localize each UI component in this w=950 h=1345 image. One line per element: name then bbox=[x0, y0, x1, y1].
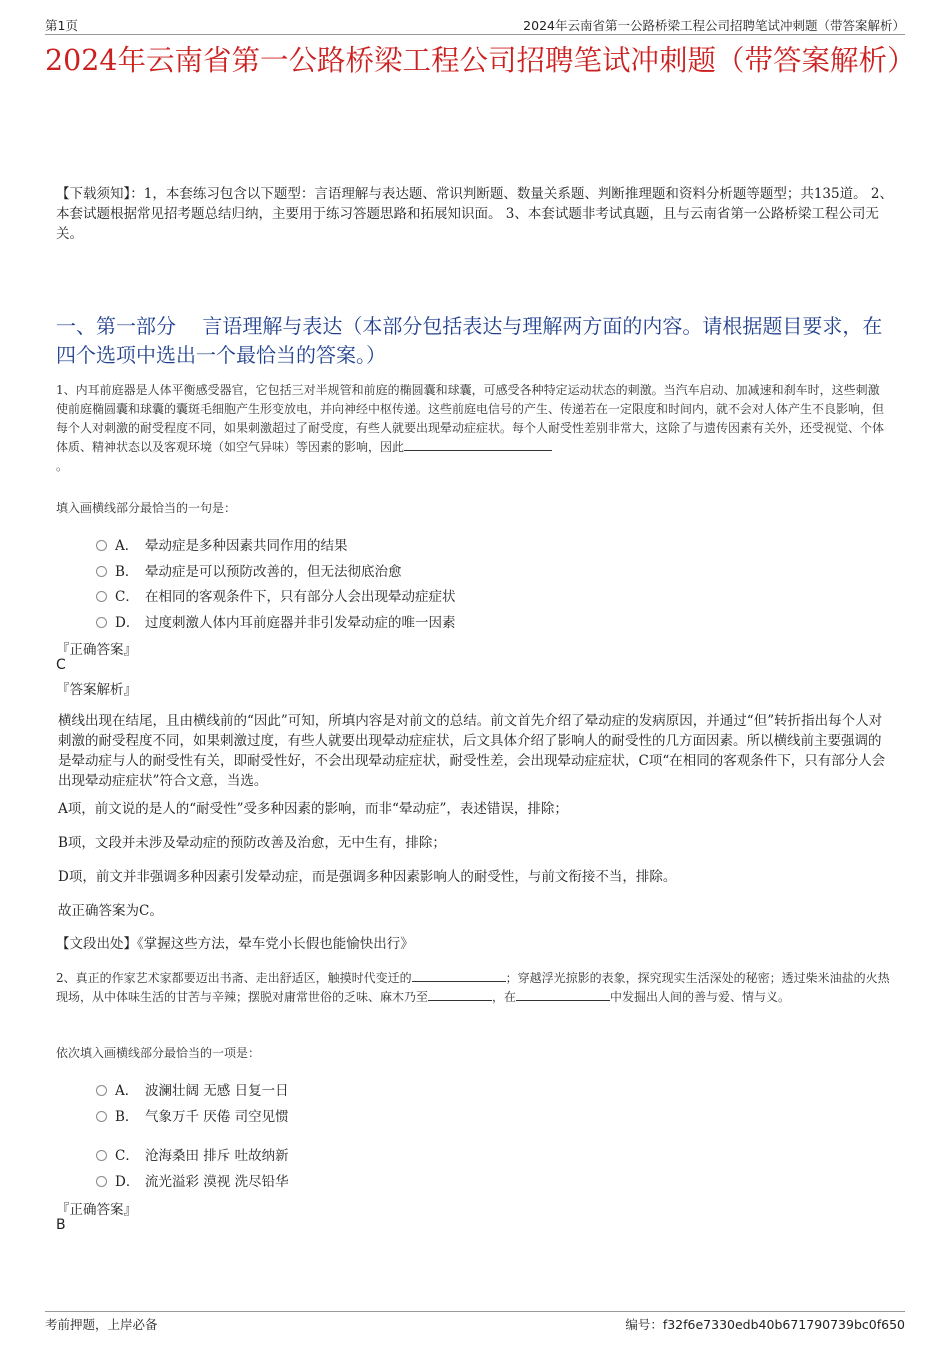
radio-icon[interactable] bbox=[96, 1176, 107, 1187]
radio-icon[interactable] bbox=[96, 1085, 107, 1096]
q2-option-d[interactable] bbox=[96, 1170, 289, 1190]
q1-answer: C bbox=[56, 657, 66, 673]
q2-option-b[interactable] bbox=[96, 1105, 289, 1125]
option-text: 晕动症是可以预防改善的，但无法彻底治愈 bbox=[145, 564, 402, 580]
q1-analysis-label: 『答案解析』 bbox=[56, 682, 137, 698]
q2-answer-label: 『正确答案』 bbox=[56, 1202, 137, 1218]
option-text: 流光溢彩 漠视 洗尽铅华 bbox=[145, 1174, 289, 1190]
option-text: 在相同的客观条件下，只有部分人会出现晕动症症状 bbox=[145, 589, 456, 605]
section-title: 一、第一部分 言语理解与表达（本部分包括表达与理解两方面的内容。请根据题目要求，在四个选项中选出一个最恰当的答案。） bbox=[56, 314, 883, 367]
answer-blank bbox=[516, 988, 610, 1001]
page-header bbox=[45, 14, 905, 35]
radio-icon[interactable] bbox=[96, 1150, 107, 1161]
radio-icon[interactable] bbox=[96, 1111, 107, 1122]
option-letter: C． bbox=[115, 589, 139, 605]
q1-option-b[interactable] bbox=[96, 560, 402, 580]
question-1-prompt: 填入画横线部分最恰当的一句是： bbox=[56, 501, 237, 515]
q1-analysis-a: A项，前文说的是人的“耐受性”受多种因素的影响，而非“晕动症”，表述错误，排除； bbox=[58, 801, 568, 817]
header-doc-title: 2024年云南省第一公路桥梁工程公司招聘笔试冲刺题（带答案解析） bbox=[523, 18, 905, 33]
q2-option-c[interactable] bbox=[96, 1144, 289, 1164]
q1-answer-label: 『正确答案』 bbox=[56, 642, 137, 658]
footer-code-value: f32f6e7330edb40b671790739bc0f650 bbox=[662, 1317, 905, 1332]
q1-source: 【文段出处】《掌握这些方法，晕车党小长假也能愉快出行》 bbox=[56, 936, 414, 952]
option-text: 过度刺激人体内耳前庭器并非引发晕动症的唯一因素 bbox=[145, 615, 456, 631]
option-letter: D． bbox=[115, 1174, 140, 1190]
question-2-part-c: ，在 bbox=[492, 990, 517, 1004]
radio-icon[interactable] bbox=[96, 540, 107, 551]
question-2-part-b: ；穿越浮光掠影的表象，探究现实生活深处的秘密；透过柴米油盐的火热现场，从中体味生活的甘苦与辛辣；摆脱对庸常世俗的乏味、麻木乃至 bbox=[56, 971, 890, 1004]
option-letter: D． bbox=[115, 615, 140, 631]
answer-blank bbox=[404, 438, 552, 451]
option-text: 沧海桑田 排斥 吐故纳新 bbox=[145, 1148, 289, 1164]
question-2-part-d: 中发掘出人间的善与爱、情与义。 bbox=[610, 990, 791, 1004]
page-footer bbox=[45, 1311, 905, 1332]
option-text: 晕动症是多种因素共同作用的结果 bbox=[145, 538, 348, 554]
answer-blank bbox=[428, 988, 492, 1001]
question-2-text bbox=[56, 969, 890, 1007]
radio-icon[interactable] bbox=[96, 591, 107, 602]
option-text: 波澜壮阔 无感 日复一日 bbox=[145, 1083, 289, 1099]
question-1-body: 1、内耳前庭器是人体平衡感受器官，它包括三对半规管和前庭的椭圆囊和球囊，可感受各种特定运动状态的刺激。当汽车启动、加减速和刹车时，这些刺激使前庭椭圆囊和球囊的囊斑毛细胞产生形变放电，并向神经中枢传递。这些前庭电信号的产生、传递若在一定限度和时间内，就不会对人体产生不良影响，但每个人对刺激的耐受程度不同，如果刺激超过了耐受度，有些人就要出现晕动症症状。每个人耐受性差别非常大，这除了与遗传因素有关外，还受视觉、个体体质、精神状态以及客观环境（如空气异味）等因素的影响，因此 bbox=[56, 383, 885, 454]
answer-blank bbox=[412, 969, 506, 982]
q1-option-c[interactable] bbox=[96, 585, 456, 605]
footer-slogan: 考前押题，上岸必备 bbox=[45, 1317, 158, 1332]
q2-answer: B bbox=[56, 1217, 66, 1233]
q2-option-a[interactable] bbox=[96, 1079, 289, 1099]
q1-analysis-d: D项，前文并非强调多种因素引发晕动症，而是强调多种因素影响人的耐受性，与前文衔接不当，排除。 bbox=[58, 869, 677, 885]
page-number: 第1页 bbox=[45, 18, 78, 33]
q1-analysis-b: B项，文段并未涉及晕动症的预防改善及治愈，无中生有，排除； bbox=[58, 835, 446, 851]
question-1-end: 。 bbox=[56, 459, 69, 473]
option-letter: C． bbox=[115, 1148, 139, 1164]
option-letter: B． bbox=[115, 1109, 139, 1125]
option-text: 气象万千 厌倦 司空见惯 bbox=[145, 1109, 289, 1125]
option-letter: A． bbox=[115, 1083, 139, 1099]
q1-option-a[interactable] bbox=[96, 534, 348, 554]
radio-icon[interactable] bbox=[96, 566, 107, 577]
question-2-part-a: 2、真正的作家艺术家都要迈出书斋、走出舒适区，触摸时代变迁的 bbox=[56, 971, 412, 985]
option-letter: B． bbox=[115, 564, 139, 580]
footer-code-label: 编号： bbox=[625, 1317, 663, 1332]
q1-analysis-main: 横线出现在结尾，且由横线前的“因此”可知，所填内容是对前文的总结。前文首先介绍了晕动症的发病原因，并通过“但”转折指出每个人对刺激的耐受程度不同，如果刺激过度，有些人就要出现晕动症症状，后文具体介绍了影响人的耐受性的几方面因素。所以横线前主要强调的是晕动症与人的耐受性有关，即耐受性好，不会出现晕动症症状，耐受性差，会出现晕动症症状，C项“在相同的客观条件下，只有部分人会出现晕动症症状”符合文意，当选。 bbox=[58, 713, 886, 789]
document-title: 2024年云南省第一公路桥梁工程公司招聘笔试冲刺题（带答案解析） bbox=[45, 44, 916, 77]
option-letter: A． bbox=[115, 538, 139, 554]
q1-analysis-conclusion: 故正确答案为C。 bbox=[58, 903, 163, 919]
question-2-prompt: 依次填入画横线部分最恰当的一项是： bbox=[56, 1046, 261, 1060]
footer-code bbox=[625, 1315, 905, 1333]
radio-icon[interactable] bbox=[96, 617, 107, 628]
q1-option-d[interactable] bbox=[96, 611, 456, 631]
question-1-text bbox=[56, 381, 890, 476]
download-notice: 【下载须知】：1，本套练习包含以下题型：言语理解与表达题、常识判断题、数量关系题、判断推理题和资料分析题等题型；共135道。 2、本套试题根据常见招考题总结归纳，主要用于练习答题思路和拓展知识面。 3、本套试题非考试真题，且与云南省第一公路桥梁工程公司无关。 bbox=[56, 186, 893, 242]
